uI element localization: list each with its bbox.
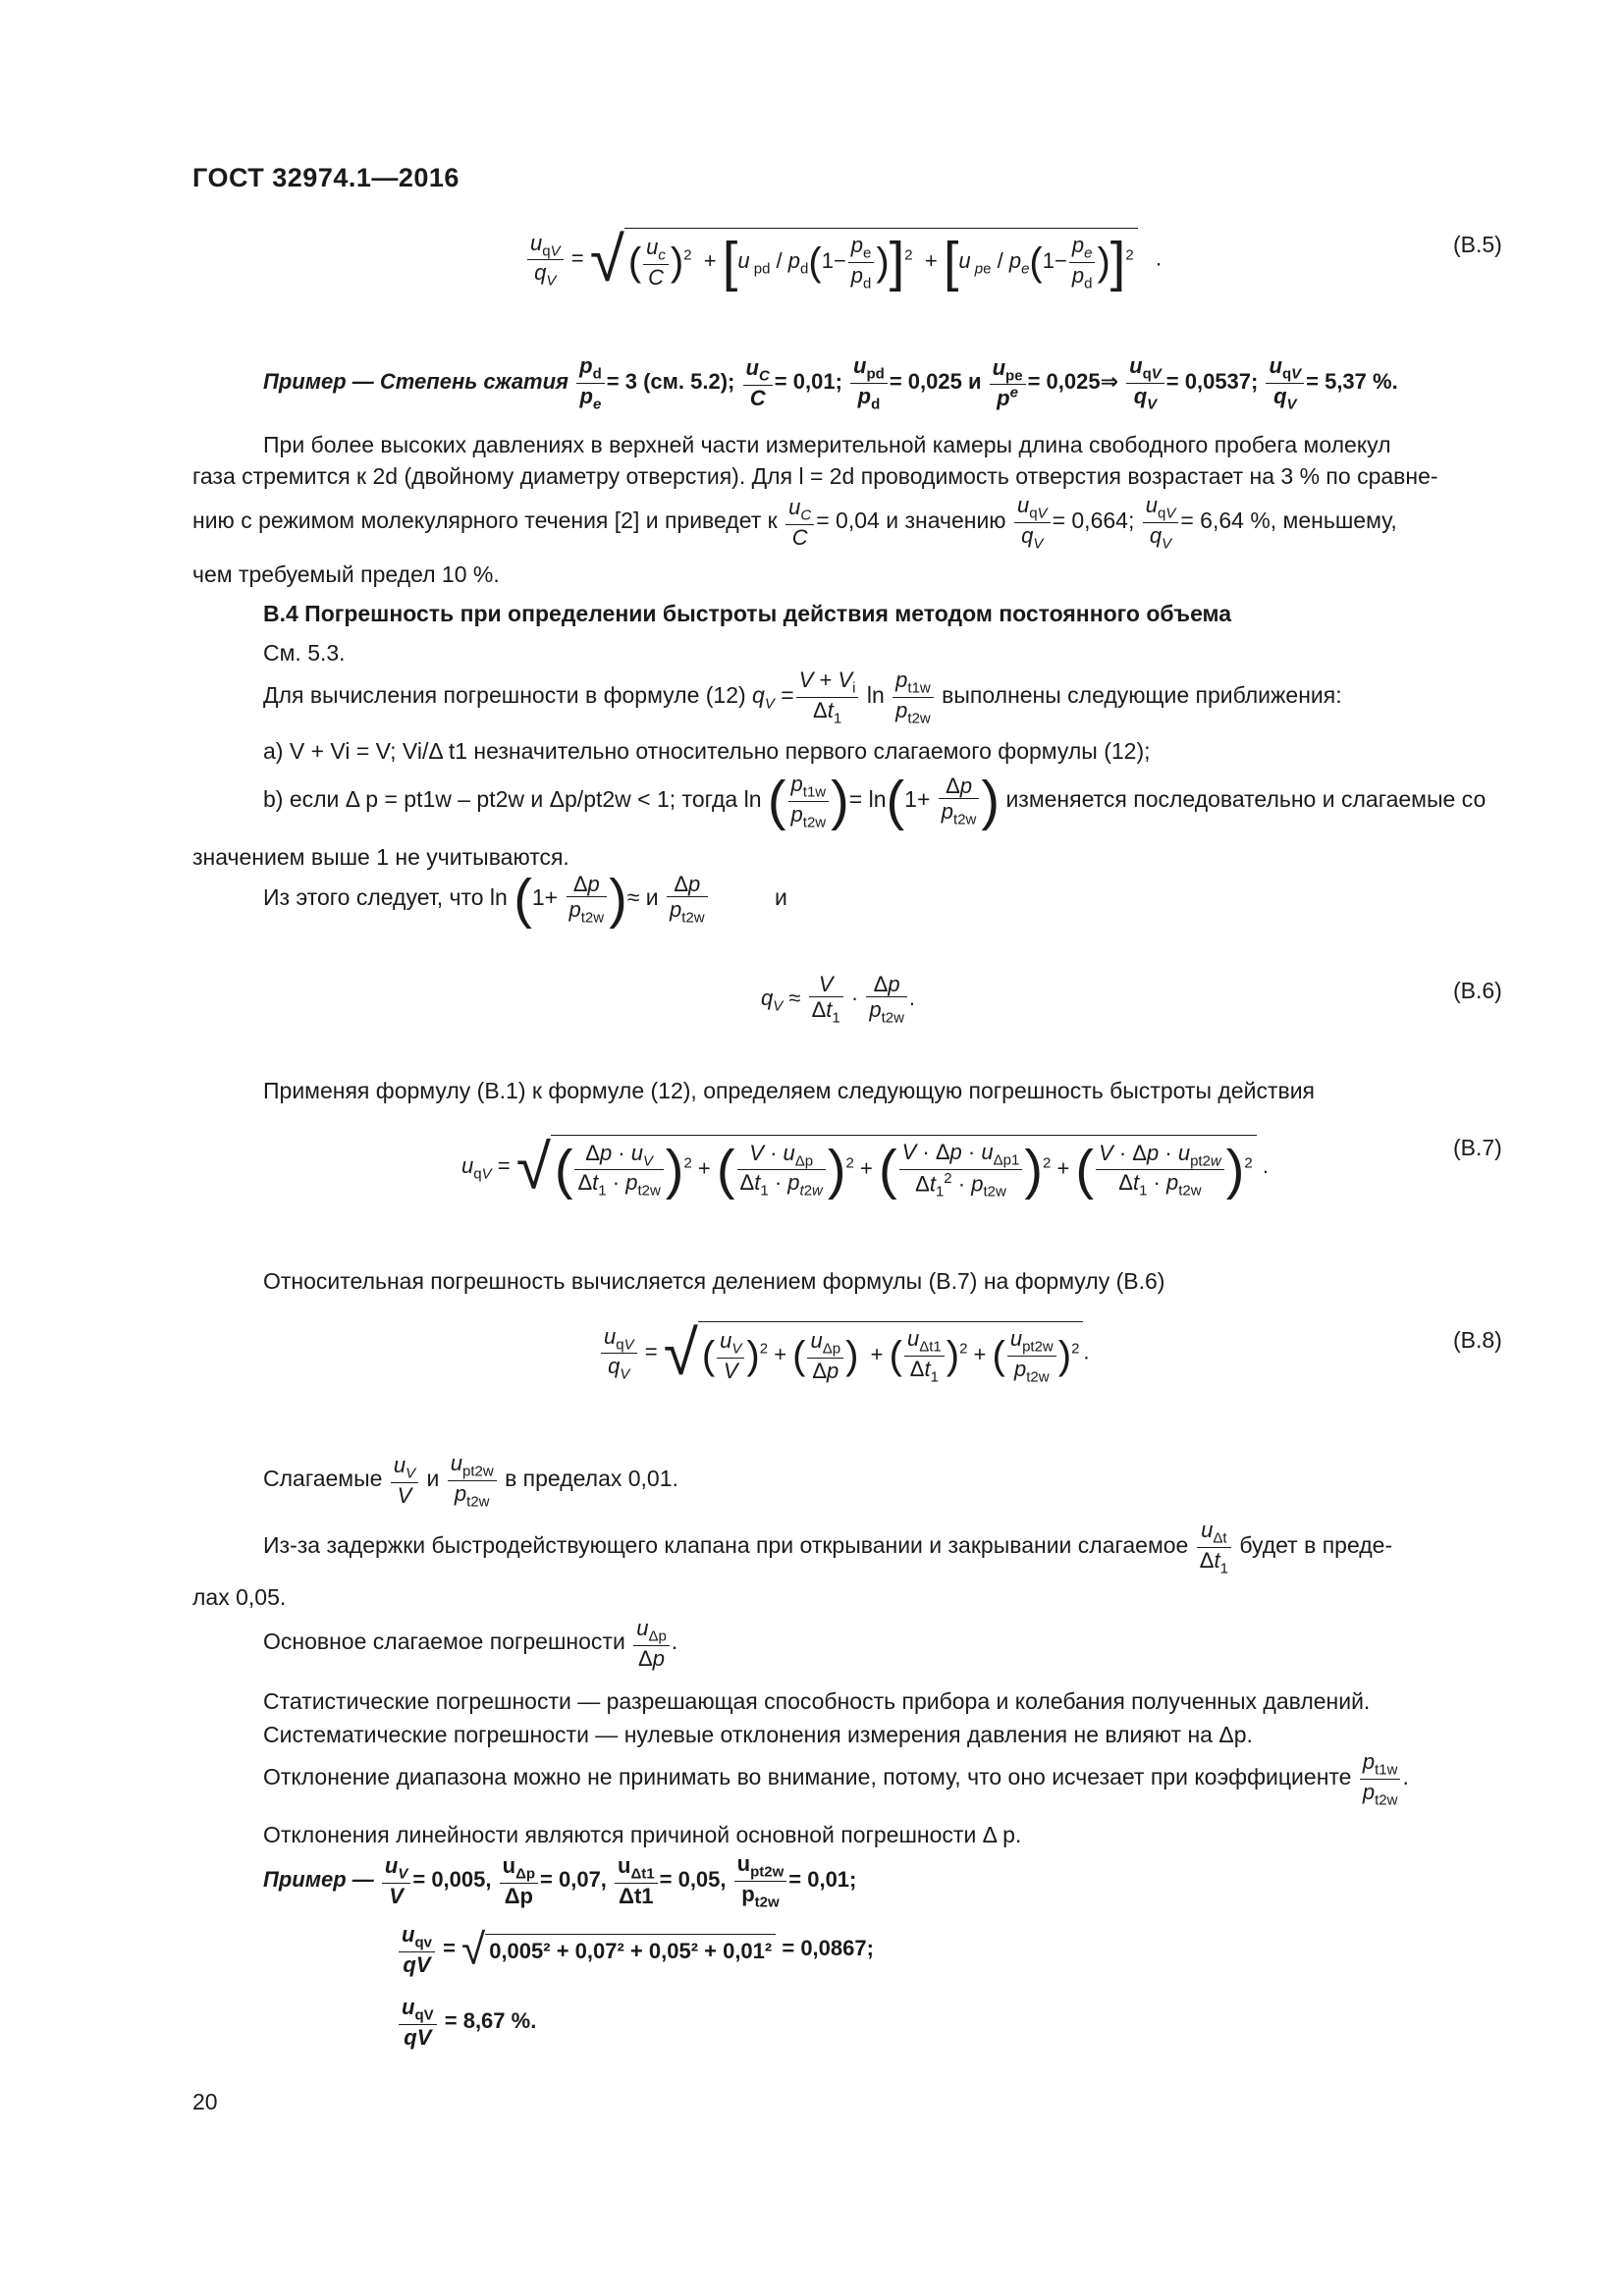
equation-number-b5: (В.5) [1453, 232, 1502, 257]
equation-number-b8: (В.8) [1453, 1327, 1502, 1353]
example-2-res2: = 8,67 %. [444, 2007, 537, 2033]
section-reference: См. 5.3. [263, 640, 346, 666]
paragraph-7: Из-за задержки быстродействующего клапана при открывании и закрывании слагаемое $\frac{u_{\Delta t}}{\Delta t_1}$ будет в преде- [263, 1518, 1393, 1577]
paragraph-6-lead: Слагаемые [263, 1466, 383, 1492]
example-2-v1: = 0,005, [412, 1866, 492, 1892]
paragraph-1-line-3a: нию с режимом молекулярного течения [2] и приведет к [192, 507, 778, 534]
paragraph-11: Отклонение диапазона можно не принимать во внимание, потому, что оно исчезает при коэффициенте $\frac{p_{t1w}}{p_{t2w}}$ . [263, 1749, 1409, 1809]
example-2-line-3: $\frac{u_{qV}}{qV}$ = 8,67 %. [397, 1995, 536, 2050]
paragraph-8-text: Основное слагаемое погрешности [263, 1629, 625, 1655]
paragraph-3-lead: Из этого следует, что ln [263, 884, 508, 911]
page-number: 20 [192, 2089, 218, 2114]
example-2-sqrt-expr: 0,005² + 0,07² + 0,05² + 0,01² [485, 1934, 776, 1964]
example-1-v3: = 0,025 и [889, 368, 982, 394]
example-2-line-1: Пример — $\frac{u_V}{V}$ = 0,005, $\frac{u_{\Delta p}}{\Delta p}$ = 0,07, $\frac{u_{\Delta t1}}{\Delta t1}$ = 0,05, $\frac{u_{pt2w}}{p_{t2w}}$ = 0,01; [263, 1851, 857, 1911]
paragraph-7-continuation: лах 0,05. [192, 1584, 287, 1610]
section-heading: В.4 Погрешность при определении быстроты действия методом постоянного объема [263, 601, 1232, 626]
paragraph-7-tail: будет в преде- [1239, 1532, 1393, 1559]
formula-b8: $\frac{u_{qV}}{q_V}$ = √ ( $\frac{u_V}{V}$ )$^2$ + ( $\frac{u_{\Delta p}}{\Delta p}$ ) + ( $\frac{u_{\Delta t1}}{\Delta t_1}$ )$^2$ + ( $\frac{u_{pt2w}}{p_{t2w}}$ )$^2$ . [599, 1321, 1090, 1385]
example-2-v4: = 0,01; [788, 1866, 857, 1892]
example-2-lead: Пример — [263, 1866, 374, 1892]
example-1-v1: = 3 (см. 5.2); [606, 368, 735, 394]
paragraph-8: Основное слагаемое погрешности $\frac{u_{\Delta p}}{\Delta p}$ . [263, 1616, 678, 1671]
equation-number-b6: (В.6) [1453, 978, 1502, 1003]
paragraph-6-mid: и [426, 1466, 440, 1492]
paragraph-4: Применяя формулу (В.1) к формуле (12), определяем следующую погрешность быстроты действия [263, 1078, 1315, 1103]
example-1-v4: = 0,025 [1027, 368, 1101, 394]
paragraph-3: Из этого следует, что ln (1+ $\frac{\Delta p}{p_{t2w}}$ )≈ и $\frac{\Delta p}{p_{t2w}}$ и [263, 867, 787, 930]
paragraph-1-line-1: При более высоких давлениях в верхней части измерительной камеры длина свободного пробега молекул [263, 432, 1391, 457]
example-2-v2: = 0,07, [540, 1866, 607, 1892]
paragraph-5: Относительная погрешность вычисляется делением формулы (В.7) на формулу (В.6) [263, 1268, 1165, 1294]
paragraph-1-line-3d: = 6,64 %, меньшему, [1180, 507, 1397, 534]
example-1: Пример — Степень сжатия $\frac{p_d}{p_e}$ = 3 (см. 5.2); $\frac{u_C}{C}$ = 0,01; $\frac{u_{pd}}{p_d}$ = 0,025 и $\frac{u_{pe}}{p^e}$ = 0,025⇒ $\frac{u_{qV}}{q_V}$ = 0,0537; $\frac{u_{qV}}{q_V}$ = 5,37 %. [263, 353, 1398, 413]
item-a: a) V + Vi = V; Vi/Δ t1 незначительно относительно первого слагаемого формулы (12); [263, 738, 1151, 764]
paragraph-1-line-3: нию с режимом молекулярного течения [2] и приведет к $\frac{u_C}{C}$ = 0,04 и значению $\frac{u_{qV}}{q_V}$ = 0,664; $\frac{u_{qV}}{q_V}$ = 6,64 %, меньшему, [192, 493, 1397, 553]
formula-b5: $\frac{u_{qV}}{q_V}$ = √ ( $\frac{u_c}{C}$ )$^2$ + [u $_{pd} / p_d(1-$ $\frac{p_e}{p_d}$ )]$^2$ + [u $_{pe} / p_e(1-$ $\frac{p_e}{p_d}$ )]$^2$ . [525, 228, 1162, 292]
paragraph-10: Систематические погрешности — нулевые отклонения измерения давления не влияют на Δp. [263, 1722, 1253, 1747]
item-b: b) если Δ p = pt1w – pt2w и Δp/pt2w < 1; тогда ln ( $\frac{p_{t1w}}{p_{t2w}}$ )= ln(1+ $\frac{\Delta p}{p_{t2w}}$ ) изменяется последовательно и слагаемые со [263, 769, 1487, 831]
paragraph-1-line-3c: = 0,664; [1052, 507, 1135, 534]
item-b-continuation: значением выше 1 не учитываются. [192, 844, 569, 870]
example-1-v6: = 5,37 %. [1306, 368, 1398, 394]
example-1-v5: = 0,0537; [1165, 368, 1259, 394]
item-b-lead: b) если Δ p = pt1w – pt2w и Δp/pt2w < 1; тогда ln [263, 786, 762, 813]
paragraph-2-tail: выполнены следующие приближения: [942, 682, 1342, 709]
paragraph-6: Слагаемые $\frac{u_V}{V}$ и $\frac{u_{pt2w}}{p_{t2w}}$ в пределах 0,01. [263, 1451, 678, 1511]
paragraph-2-lead: Для вычисления погрешности в формуле (12) [263, 682, 746, 709]
example-1-lead: Пример — Степень сжатия [263, 368, 569, 394]
paragraph-1-line-2: газа стремится к 2d (двойному диаметру отверстия). Для l = 2d проводимость отверстия возрастает на 3 % по сравне- [192, 463, 1438, 489]
example-1-v2: = 0,01; [774, 368, 842, 394]
paragraph-6-tail: в пределах 0,01. [505, 1466, 678, 1492]
paragraph-9: Статистические погрешности — разрешающая способность прибора и колебания полученных давлений. [263, 1688, 1371, 1714]
paragraph-2: Для вычисления погрешности в формуле (12) $q_V$ = $\frac{V + V_i}{\Delta t_1}$ ln $\frac{p_{t1w}}{p_{t2w}}$ выполнены следующие приближения: [263, 667, 1342, 727]
paragraph-12: Отклонения линейности являются причиной основной погрешности Δ p. [263, 1822, 1022, 1847]
example-2-v3: = 0,05, [659, 1866, 727, 1892]
paragraph-1-line-4: чем требуемый предел 10 %. [192, 561, 500, 587]
item-b-tail: изменяется последовательно и слагаемые со [1005, 786, 1487, 813]
paragraph-3-and: и [775, 884, 787, 911]
example-2-res1: = 0,0867; [782, 1935, 874, 1960]
paragraph-1-line-3b: = 0,04 и значению [816, 507, 1006, 534]
formula-b7: $u_{qV}$ = √( $\frac{\Delta p \cdot u_V}{\Delta t_1 \cdot p_{t2w}}$ )$^2$ + ( $\frac{V \cdot u_{\Delta p}}{\Delta t_1 \cdot p_{t2w}}$ )$^2$ + ( $\frac{V \cdot \Delta p \cdot u_{\Delta p1}}{\Delta t_1^2 \cdot p_{t2w}}$ )$^2$ + ( $\frac{V \cdot \Delta p \cdot u_{pt2w}}{\Delta t_1 \cdot p_{t2w}}$ )$^2$ . [461, 1131, 1269, 1202]
example-2-line-2: $\frac{u_{qv}}{qV}$ = √ 0,005² + 0,07² + 0,05² + 0,01² = 0,0867; [397, 1922, 874, 1977]
formula-b6: $q_V$ ≈ $\frac{V}{\Delta t_1}$ · $\frac{\Delta p}{p_{t2w}}$ . [761, 972, 916, 1027]
document-header: ГОСТ 32974.1—2016 [192, 163, 460, 192]
paragraph-7-lead: Из-за задержки быстродействующего клапана при открывании и закрывании слагаемое [263, 1532, 1189, 1559]
paragraph-11-text: Отклонение диапазона можно не принимать во внимание, потому, что оно исчезает при коэффициенте [263, 1764, 1352, 1790]
equation-number-b7: (В.7) [1453, 1135, 1502, 1160]
